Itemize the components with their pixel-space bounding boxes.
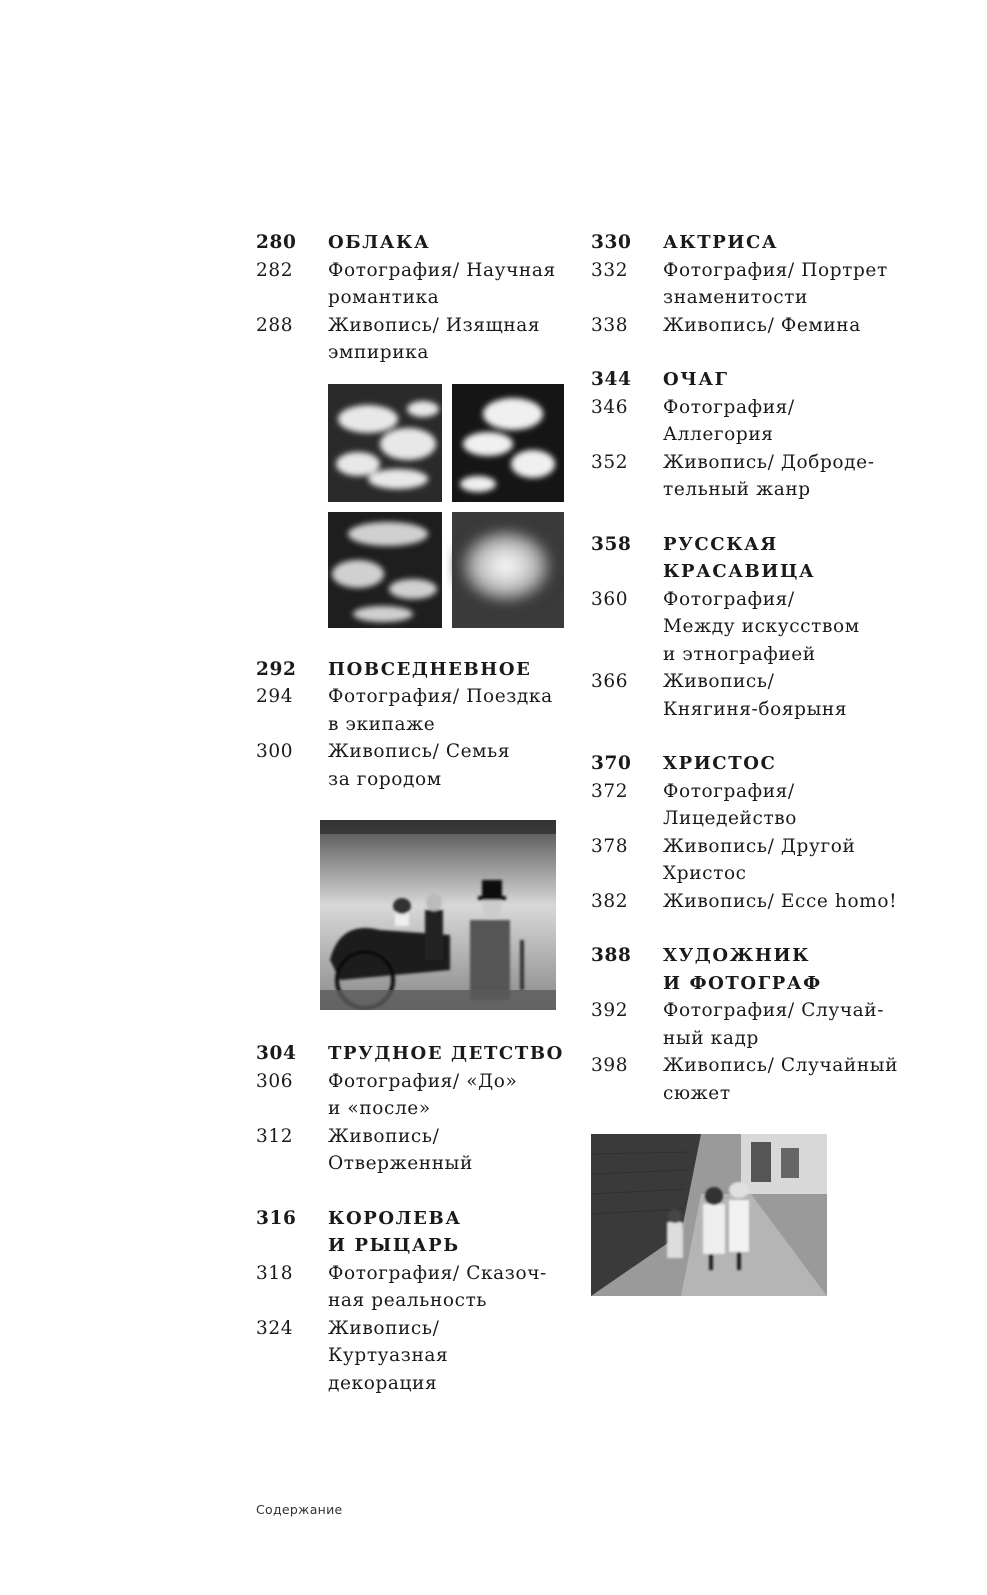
section-title: ПОВСЕДНЕВНОЕ (328, 658, 532, 680)
entry-page-number: 366 (591, 671, 629, 692)
toc-entry-line (591, 476, 911, 504)
entry-page-number (591, 476, 663, 504)
entry-page-number: 398 (591, 1055, 629, 1076)
entry-page-number: 288 (256, 314, 294, 336)
entry-page-number: 352 (591, 451, 629, 473)
entry-page-number (256, 766, 328, 794)
entry-text: Между искусством (663, 616, 860, 637)
section-heading (591, 970, 911, 998)
entry-text: Христос (663, 863, 747, 884)
entry-page-number (256, 1370, 328, 1398)
section-title: И ФОТОГРАФ (663, 972, 822, 994)
section-heading (256, 229, 566, 257)
toc-section (256, 656, 566, 794)
entry-page-number (256, 339, 328, 367)
toc-entry-line (591, 394, 911, 422)
section-title: ОЧАГ (663, 369, 729, 390)
toc-entry-line (591, 312, 911, 340)
entry-text: Живопись/ Куртуазная (328, 1317, 449, 1366)
toc-entry-line (256, 1095, 566, 1123)
entry-text: сюжет (663, 1082, 731, 1104)
street-children-photo (591, 1134, 827, 1296)
toc-right-column (591, 229, 911, 1296)
entry-text: знаменитости (663, 287, 808, 308)
page-footer: Содержание (256, 1502, 343, 1517)
section-page-number: 330 (591, 232, 632, 253)
entry-text: Живопись/ Доброде- (663, 451, 875, 473)
entry-text: Отверженный (328, 1153, 473, 1174)
section-title: РУССКАЯ (663, 533, 778, 555)
entry-text: за городом (328, 768, 442, 790)
section-page-number (256, 1232, 328, 1260)
toc-entry-line (591, 641, 911, 669)
toc-entry-line (591, 997, 911, 1025)
section-page-number: 292 (256, 658, 297, 680)
section-heading (591, 942, 911, 970)
section-title: АКТРИСА (663, 232, 779, 253)
toc-entry-line (256, 1150, 566, 1178)
section-heading (256, 1232, 566, 1260)
entry-text: Фотография/ (663, 396, 795, 418)
entry-page-number: 318 (256, 1262, 294, 1284)
entry-page-number (591, 284, 663, 312)
toc-entry-line (256, 766, 566, 794)
toc-entry-line (256, 1123, 566, 1151)
toc-entry-line (591, 805, 911, 833)
entry-text: Фотография/ Портрет (663, 259, 888, 281)
entry-text: Живопись/ Ecce homo! (663, 890, 898, 912)
section-title: КОРОЛЕВА (328, 1207, 462, 1229)
toc-entry-line (591, 1052, 911, 1080)
entry-page-number: 294 (256, 686, 294, 707)
toc-entry-line (591, 696, 911, 724)
toc-entry-line (256, 1068, 566, 1096)
entry-text: Фотография/ Научная (328, 259, 556, 281)
entry-text: Фотография/ (663, 588, 795, 610)
toc-section (256, 1040, 566, 1178)
entry-text: Аллегория (663, 424, 774, 445)
section-title: ОБЛАКА (328, 232, 431, 253)
entry-text: Фотография/ «До» (328, 1070, 518, 1092)
toc-entry-line (256, 1370, 566, 1398)
section-title: КРАСАВИЦА (663, 561, 816, 582)
section-heading (256, 1040, 566, 1068)
toc-entry-line (591, 778, 911, 806)
section-page-number: 316 (256, 1207, 297, 1229)
section-page-number: 280 (256, 232, 297, 253)
toc-entry-line (256, 1260, 566, 1288)
section-heading (591, 750, 911, 778)
entry-text: Фотография/ (663, 780, 795, 802)
entry-text: Живопись/ Изящная (328, 314, 541, 336)
toc-entry-line (256, 711, 566, 739)
toc-entry-line (591, 860, 911, 888)
section-heading (256, 656, 566, 684)
entry-text: Фотография/ Сказоч- (328, 1262, 547, 1284)
toc-entry-line (591, 421, 911, 449)
section-heading (256, 1205, 566, 1233)
entry-page-number (591, 805, 663, 833)
entry-page-number: 282 (256, 259, 294, 281)
entry-page-number: 332 (591, 259, 629, 281)
entry-text: Живопись/ (328, 1125, 440, 1147)
entry-text: Живопись/ (663, 671, 775, 692)
section-page-number (591, 970, 663, 998)
entry-page-number: 372 (591, 780, 629, 802)
entry-page-number (591, 613, 663, 641)
entry-text: Живопись/ Семья (328, 741, 511, 762)
entry-text: и этнографией (663, 643, 816, 665)
toc-entry-line (591, 613, 911, 641)
entry-page-number: 382 (591, 890, 629, 912)
toc-section (591, 750, 911, 915)
section-heading (591, 366, 911, 394)
toc-entry-line (256, 257, 566, 285)
toc-section (591, 366, 911, 504)
entry-page-number: 300 (256, 741, 294, 762)
entry-page-number (591, 1080, 663, 1108)
entry-page-number: 360 (591, 588, 629, 610)
section-page-number: 304 (256, 1043, 297, 1064)
section-page-number: 344 (591, 369, 632, 390)
entry-text: Княгиня-боярыня (663, 698, 848, 720)
toc-entry-line (256, 1315, 566, 1370)
entry-page-number: 378 (591, 835, 629, 857)
entry-page-number: 306 (256, 1070, 294, 1092)
toc-entry-line (256, 738, 566, 766)
section-page-number: 388 (591, 945, 632, 966)
entry-page-number: 324 (256, 1317, 294, 1339)
section-heading (591, 229, 911, 257)
entry-page-number (256, 711, 328, 739)
entry-page-number (256, 1150, 328, 1178)
section-heading (591, 531, 911, 559)
entry-page-number: 346 (591, 396, 629, 418)
entry-text: Живопись/ Фемина (663, 314, 861, 336)
entry-text: эмпирика (328, 342, 429, 363)
toc-entry-line (591, 1080, 911, 1108)
entry-page-number: 338 (591, 314, 629, 336)
section-page-number (591, 558, 663, 586)
section-title: И РЫЦАРЬ (328, 1235, 460, 1256)
section-page-number: 358 (591, 533, 632, 555)
toc-entry-line (256, 683, 566, 711)
toc-section (256, 229, 566, 367)
entry-text: Живопись/ Другой (663, 835, 856, 857)
entry-page-number (591, 696, 663, 724)
toc-section (591, 942, 911, 1107)
section-title: ХРИСТОС (663, 753, 777, 774)
section-heading (591, 558, 911, 586)
toc-entry-line (256, 339, 566, 367)
entry-text: и «после» (328, 1098, 431, 1119)
entry-text: романтика (328, 287, 440, 308)
toc-entry-line (256, 284, 566, 312)
toc-entry-line (256, 1287, 566, 1315)
entry-page-number (591, 1025, 663, 1053)
entry-text: декорация (328, 1372, 438, 1394)
toc-entry-line (591, 449, 911, 477)
toc-entry-line (591, 1025, 911, 1053)
clouds-photo-grid (328, 384, 564, 628)
entry-page-number (591, 421, 663, 449)
toc-entry-line (591, 833, 911, 861)
toc-entry-line (591, 257, 911, 285)
toc-left-column (256, 229, 566, 1424)
section-title: ХУДОЖНИК (663, 945, 811, 966)
toc-section (591, 229, 911, 339)
entry-page-number (591, 641, 663, 669)
toc-entry-line (591, 668, 911, 696)
entry-text: тельный жанр (663, 479, 811, 500)
entry-page-number (256, 1287, 328, 1315)
entry-page-number (256, 284, 328, 312)
toc-entry-line (256, 312, 566, 340)
toc-entry-line (591, 586, 911, 614)
entry-text: ная реальность (328, 1290, 488, 1311)
entry-text: ный кадр (663, 1027, 759, 1049)
toc-entry-line (591, 284, 911, 312)
entry-page-number: 392 (591, 1000, 629, 1021)
entry-text: в экипаже (328, 713, 436, 735)
entry-page-number (591, 860, 663, 888)
entry-page-number (256, 1095, 328, 1123)
toc-section (591, 531, 911, 724)
entry-page-number: 312 (256, 1125, 294, 1147)
entry-text: Живопись/ Случайный (663, 1055, 899, 1076)
section-title: ТРУДНОЕ ДЕТСТВО (328, 1043, 564, 1064)
entry-text: Фотография/ Случай- (663, 1000, 885, 1021)
entry-text: Лицедейство (663, 808, 798, 829)
toc-entry-line (591, 888, 911, 916)
entry-text: Фотография/ Поездка (328, 686, 553, 707)
toc-section (256, 1205, 566, 1398)
carriage-photo (320, 820, 556, 1010)
section-page-number: 370 (591, 753, 632, 774)
